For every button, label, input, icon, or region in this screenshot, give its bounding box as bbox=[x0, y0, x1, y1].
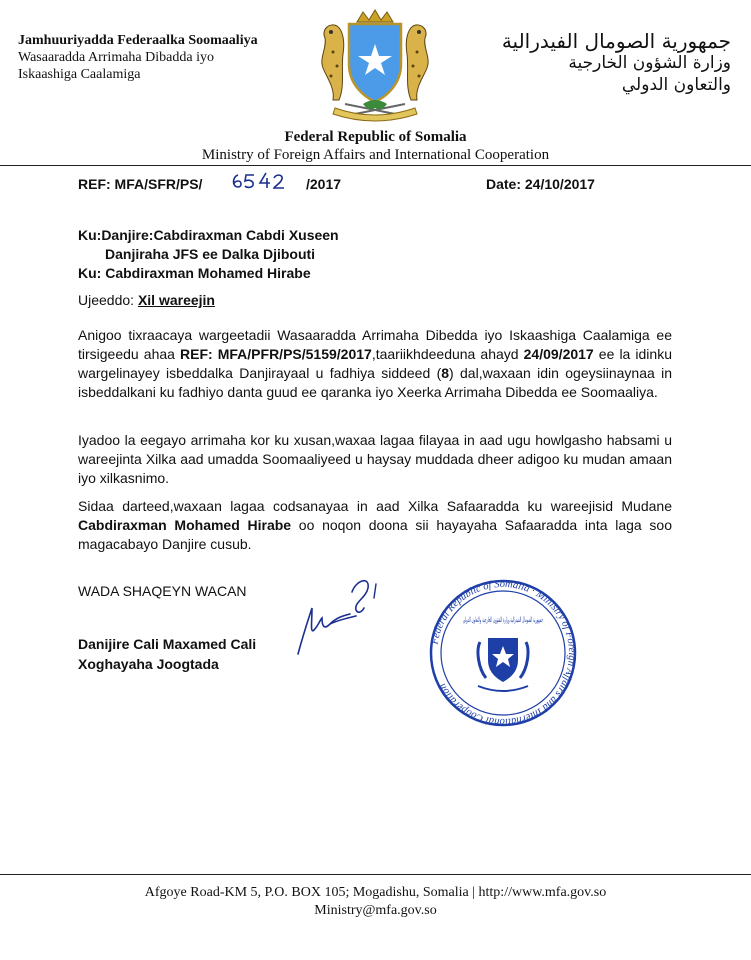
paragraph-1-text-b: ,taariikhdeeduna ahayd bbox=[371, 346, 524, 362]
header-somali-ministry: Wasaaradda Arrimaha Dibadda iyo bbox=[18, 50, 214, 65]
stamp-arabic-text: جمهورية الصومال الفيدرالية وزارة الشؤون الخارجية والتعاون الدولي bbox=[463, 616, 543, 624]
addressee-line-1: Ku:Danjire:Cabdiraxman Cabdi Xuseen bbox=[78, 227, 339, 243]
paragraph-3-text-b: oo noqon doona sii hayayaha Safaaradda inta laga soo magacabayo Danjire cusub. bbox=[78, 517, 672, 552]
addressee-line-2: Danjiraha JFS ee Dalka Djibouti bbox=[105, 246, 316, 262]
addressee-block bbox=[78, 226, 339, 283]
header-divider bbox=[0, 165, 751, 166]
subject-line bbox=[78, 291, 215, 310]
stamp-ring-text: Federal Republic of Somalia · Ministry of Foreign Affairs and International Cooperation bbox=[429, 578, 578, 728]
closing-salutation: WADA SHAQEYN WACAN bbox=[78, 583, 247, 599]
ref-prefix: REF: MFA/SFR/PS/ bbox=[78, 176, 203, 192]
paragraph-1-text-a: Anigoo tixraacaya wargeetadii Wasaaradda Arrimaha Dibedda iyo Iskaashiga Caalamiga ee tirsigeedu ahaa bbox=[78, 327, 672, 362]
ref-handwritten-number bbox=[230, 169, 290, 191]
header-somali-ministry-cont: Iskaashiga Caalamiga bbox=[18, 67, 141, 82]
paragraph-1-text-c: ee la idinku wargelinayey isbeddalka Danjirayaal u fadhiya siddeed ( bbox=[78, 346, 672, 381]
footer-address: Afgoye Road-KM 5, P.O. BOX 105; Mogadishu, Somalia | http://www.mfa.gov.so bbox=[144, 885, 607, 900]
paragraph-1-date: 24/09/2017 bbox=[523, 346, 594, 362]
header-left-block bbox=[18, 32, 318, 83]
header-arabic-ministry-cont: والتعاون الدولي bbox=[621, 75, 731, 95]
paragraph-1-text-d: ) dal,waxaan idin ogeysiinaynaa in isbeddalkani ku fadhiyo danta guud ee qaranka iyo Xeerka Arrimaha Dibedda ee Soomaaliya. bbox=[78, 365, 672, 400]
paragraph-1 bbox=[78, 326, 672, 402]
header-arabic-ministry: وزارة الشؤون الخارجية bbox=[568, 53, 731, 73]
header-english-title: Federal Republic of Somalia bbox=[284, 129, 467, 145]
header-somali-title: Jamhuuriyadda Federaalka Soomaaliya bbox=[18, 33, 258, 48]
paragraph-1-count: 8 bbox=[441, 365, 450, 381]
paragraph-3 bbox=[78, 497, 672, 554]
handwritten-signature bbox=[290, 572, 400, 672]
letter-date: Date: 24/10/2017 bbox=[486, 176, 595, 192]
header-arabic-title: جمهورية الصومال الفيدرالية bbox=[501, 29, 731, 53]
signer-title: Xoghayaha Joogtada bbox=[78, 656, 219, 672]
signer-name: Danijire Cali Maxamed Cali bbox=[78, 636, 257, 652]
paragraph-1-ref: REF: MFA/PFR/PS/5159/2017 bbox=[180, 346, 372, 362]
footer-block bbox=[0, 884, 751, 920]
signer-block bbox=[78, 634, 256, 674]
paragraph-3-text-a: Sidaa darteed,waxaan lagaa codsanayaa in aad Xilka Safaaradda ku wareejisid Mudane bbox=[78, 498, 672, 514]
official-stamp bbox=[428, 578, 578, 728]
subject-value: Xil wareejin bbox=[137, 292, 215, 308]
paragraph-3-name: Cabdiraxman Mohamed Hirabe bbox=[78, 517, 292, 533]
subject-label: Ujeeddo: bbox=[78, 292, 138, 308]
header-english-ministry: Ministry of Foreign Affairs and International Cooperation bbox=[201, 147, 550, 163]
addressee-line-3: Ku: Cabdiraxman Mohamed Hirabe bbox=[78, 265, 311, 281]
somalia-coat-of-arms-icon bbox=[305, 8, 445, 123]
ref-year: /2017 bbox=[306, 176, 342, 192]
header-center-block bbox=[0, 128, 751, 164]
paragraph-2: Iyadoo la eegayo arrimaha kor ku xusan,waxaa lagaa filayaa in aad ugu howlgasho habsami u wareejinta Xilka aad umadda Soomaaliyeed u haysay muddada dheer adigoo ku mudan amaan iyo xilkasnimo. bbox=[78, 432, 672, 486]
header-right-block bbox=[441, 30, 731, 96]
footer-email: Ministry@mfa.gov.so bbox=[314, 903, 437, 918]
footer-divider bbox=[0, 874, 751, 875]
